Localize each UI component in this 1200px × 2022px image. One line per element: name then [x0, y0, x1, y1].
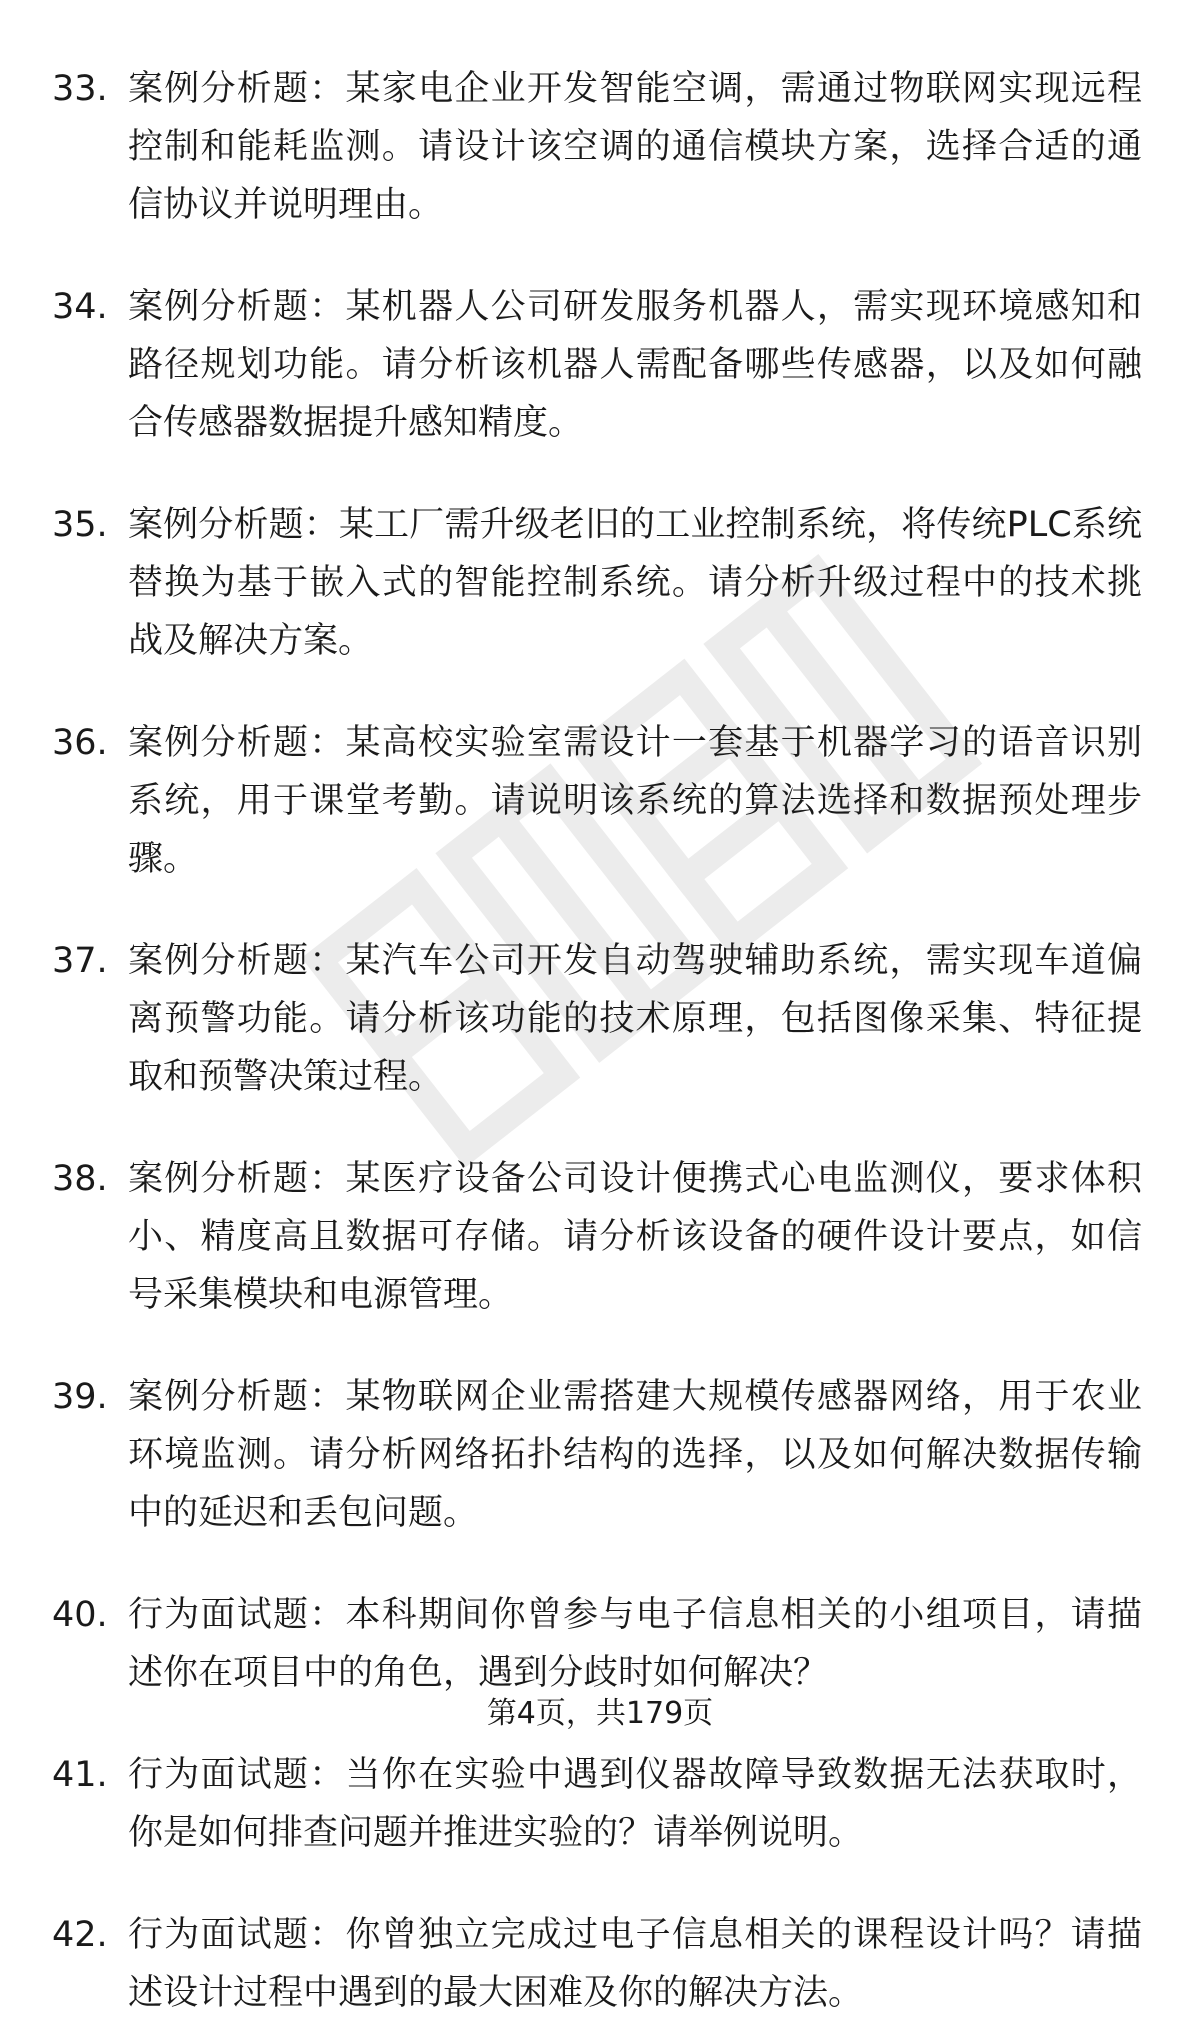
- question-text: 案例分析题：某工厂需升级老旧的工业控制系统，将传统PLC系统替换为基于嵌入式的智能控制系统。请分析升级过程中的技术挑战及解决方案。: [128, 505, 1142, 661]
- question-item: [52, 1906, 1142, 2022]
- page-footer: [0, 1694, 1200, 1734]
- question-number: 37.: [52, 941, 108, 981]
- question-text: 行为面试题：本科期间你曾参与电子信息相关的小组项目，请描述你在项目中的角色，遇到分歧时如何解决？: [128, 1595, 1142, 1693]
- question-number: 42.: [52, 1915, 108, 1955]
- question-item: [52, 1746, 1142, 1862]
- question-text: 案例分析题：某家电企业开发智能空调，需通过物联网实现远程控制和能耗监测。请设计该空调的通信模块方案，选择合适的通信协议并说明理由。: [128, 69, 1142, 225]
- question-item: [52, 932, 1142, 1106]
- question-number: 40.: [52, 1595, 108, 1635]
- question-text: 案例分析题：某汽车公司开发自动驾驶辅助系统，需实现车道偏离预警功能。请分析该功能的技术原理，包括图像采集、特征提取和预警决策过程。: [128, 941, 1142, 1097]
- question-number: 34.: [52, 287, 108, 327]
- question-item: [52, 496, 1142, 670]
- question-text: 案例分析题：某机器人公司研发服务机器人，需实现环境感知和路径规划功能。请分析该机器人需配备哪些传感器，以及如何融合传感器数据提升感知精度。: [128, 287, 1142, 443]
- question-text: 案例分析题：某物联网企业需搭建大规模传感器网络，用于农业环境监测。请分析网络拓扑结构的选择，以及如何解决数据传输中的延迟和丢包问题。: [128, 1377, 1142, 1533]
- question-text: 行为面试题：当你在实验中遇到仪器故障导致数据无法获取时，你是如何排查问题并推进实验的？请举例说明。: [128, 1755, 1142, 1853]
- page-number-label: 第4页，共179页: [486, 1696, 714, 1731]
- question-number: 33.: [52, 69, 108, 109]
- question-text: 案例分析题：某医疗设备公司设计便携式心电监测仪，要求体积小、精度高且数据可存储。请分析该设备的硬件设计要点，如信号采集模块和电源管理。: [128, 1159, 1142, 1315]
- question-number: 38.: [52, 1159, 108, 1199]
- question-item: [52, 278, 1142, 452]
- question-number: 41.: [52, 1755, 108, 1795]
- question-number: 35.: [52, 505, 108, 545]
- question-item: [52, 714, 1142, 888]
- question-item: [52, 60, 1142, 234]
- question-item: [52, 1368, 1142, 1542]
- question-number: 39.: [52, 1377, 108, 1417]
- question-text: 行为面试题：你曾独立完成过电子信息相关的课程设计吗？请描述设计过程中遇到的最大困难及你的解决方法。: [128, 1915, 1142, 2013]
- question-number: 36.: [52, 723, 108, 763]
- question-item: [52, 1150, 1142, 1324]
- question-item: [52, 1586, 1142, 1702]
- question-text: 案例分析题：某高校实验室需设计一套基于机器学习的语音识别系统，用于课堂考勤。请说明该系统的算法选择和数据预处理步骤。: [128, 723, 1142, 879]
